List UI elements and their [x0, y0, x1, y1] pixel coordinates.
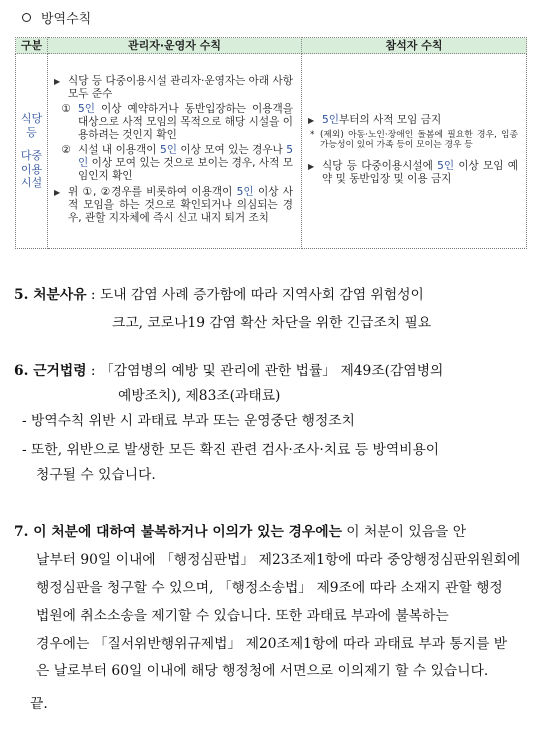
- section-title: 방역수칙: [41, 12, 92, 27]
- highlight-5-people: 5인: [159, 144, 177, 157]
- table-header-row: [16, 38, 527, 54]
- section-7-line-6: 은 날로부터 60일 이내에 해당 행정청에 서면으로 이의제기 할 수 있습니다.: [36, 663, 489, 679]
- section-7-text: 이 처분이 있음을 안: [341, 524, 467, 540]
- section-5-text: : 도내 감염 사례 증가함에 따라 지역사회 감염 위험성이: [90, 287, 424, 303]
- manager-bullet-2: [54, 186, 293, 225]
- section-header: [22, 8, 91, 27]
- circled-number-1: ①: [61, 103, 71, 116]
- highlight-5-people: 5인: [437, 160, 455, 173]
- item-text: [78, 103, 293, 142]
- section-5-line-2: 크고, 코로나19 감염 확산 차단을 위한 긴급조치 필요: [112, 315, 432, 331]
- category-cell: [16, 54, 48, 249]
- manager-item-1: [54, 103, 293, 142]
- highlight-5-people: 5인: [236, 185, 254, 198]
- section-7-line-4: 법원에 취소소송을 제기할 수 있습니다. 또한 과태료 부과에 불복하는: [36, 608, 449, 624]
- manager-item-2: [54, 144, 293, 183]
- section-6-label: 6. 근거법령: [14, 363, 87, 379]
- section-7-line-2: 날부터 90일 이내에 「행정심판법」 제23조제1항에 따라 중앙행정심판위원회에: [36, 552, 521, 568]
- section-7-line-1: [14, 520, 466, 540]
- triangle-bullet-icon: ▶: [54, 187, 61, 197]
- item-text: [78, 144, 293, 183]
- triangle-bullet-icon: ▶: [308, 115, 315, 125]
- bullet-text-part: 위 ①, ②경우를 비롯하여 이용객이: [68, 185, 237, 198]
- item-text-part: 시설 내 이용객이: [78, 144, 160, 157]
- item-text-rest: 이상 예약하거나 동반입장하는 이용객을 대상으로 사적 모임의 목적으로 해당 시설을 이용하려는 것인지 확인: [78, 103, 293, 142]
- highlight-5-people: 5인: [322, 113, 339, 126]
- bullet-text: 식당 등 다중이용시설 관리자·운영자는 아래 사항 모두 준수: [68, 75, 293, 101]
- bullet-text-part: 이상 모임 예약 및 동반입장 및 이용 금지: [322, 160, 518, 186]
- section-5-label: 5. 처분사유: [14, 287, 87, 303]
- attendee-bullet-1: [308, 114, 518, 127]
- circled-number-2: ②: [61, 144, 71, 157]
- section-6-dash-item-2: - 또한, 위반으로 발생한 모든 확진 관련 검사·조사·치료 등 방역비용이: [22, 442, 440, 458]
- attendee-rules-cell: [302, 54, 527, 249]
- bullet-text: [322, 160, 518, 186]
- attendee-exception-note: [310, 130, 518, 151]
- asterisk-mark: *: [310, 129, 315, 140]
- highlight-5-people: 5인: [78, 144, 293, 169]
- item-text-part: 이상 모여 있는 것으로 보이는 경우, 사적 모임인지 확인: [78, 156, 293, 182]
- highlight-5-people: 5인: [78, 103, 95, 116]
- manager-bullet-1: [54, 75, 293, 101]
- header-manager-rules: 관리자·운영자 수칙: [48, 38, 302, 54]
- category-line: 식당: [20, 112, 43, 126]
- quarantine-rules-table: [15, 37, 527, 249]
- bullet-text: [68, 186, 293, 225]
- section-7-line-5: 경우에는 「질서위반행위규제법」 제20조제1항에 따라 과태료 부과 통지를 받: [36, 636, 508, 652]
- section-6-text: : 「감염병의 예방 및 관리에 관한 법률」 제49조(감염병의: [90, 363, 444, 379]
- item-text-part: 이상 모여 있는 경우나: [176, 144, 287, 157]
- category-line: 시설: [20, 176, 43, 190]
- section-7-bold-lead: 7. 이 처분에 대하여 불복하거나 이의가 있는 경우에는: [14, 524, 342, 540]
- hollow-circle-bullet-icon: [22, 13, 31, 22]
- bullet-text: [322, 114, 441, 127]
- section-6-line-1: [14, 359, 443, 379]
- section-7-line-3: 행정심판을 청구할 수 있으며, 「행정소송법」 제9조에 따라 소재지 관할 행정: [36, 580, 503, 596]
- document-end-mark: 끝.: [30, 696, 48, 712]
- bullet-text-part: 식당 등 다중이용시설에: [322, 160, 438, 173]
- triangle-bullet-icon: ▶: [308, 162, 315, 172]
- bullet-text-part: 부터의 사적 모임 금지: [338, 113, 442, 126]
- category-line: 다중: [20, 149, 43, 163]
- category-line: 이용: [20, 162, 43, 176]
- section-5-line-1: [14, 283, 424, 303]
- section-6-dash-item-2-cont: 청구될 수 있습니다.: [36, 467, 156, 483]
- table-row: [16, 54, 527, 249]
- section-6-dash-item-1: - 방역수칙 위반 시 과태료 부과 또는 운영중단 행정조치: [22, 413, 355, 429]
- section-6-line-2: 예방조치), 제83조(과태료): [118, 388, 281, 404]
- bullet-text-part: 이상 사적 모임을 하는 것으로 확인되거나 의심되는 경우, 관할 지자체에 즉시 신고 내지 퇴거 조치: [68, 185, 293, 224]
- header-category: 구분: [16, 38, 48, 54]
- category-line: 등: [26, 125, 37, 139]
- manager-rules-cell: [48, 54, 302, 249]
- triangle-bullet-icon: ▶: [54, 77, 61, 87]
- attendee-bullet-2: [308, 160, 518, 186]
- header-attendee-rules: 참석자 수칙: [302, 38, 527, 54]
- note-text: (제외) 아동·노인·장애인 돌봄에 필요한 경우, 임종 가능성이 있어 가족 등이 모이는 경우 등: [320, 129, 518, 151]
